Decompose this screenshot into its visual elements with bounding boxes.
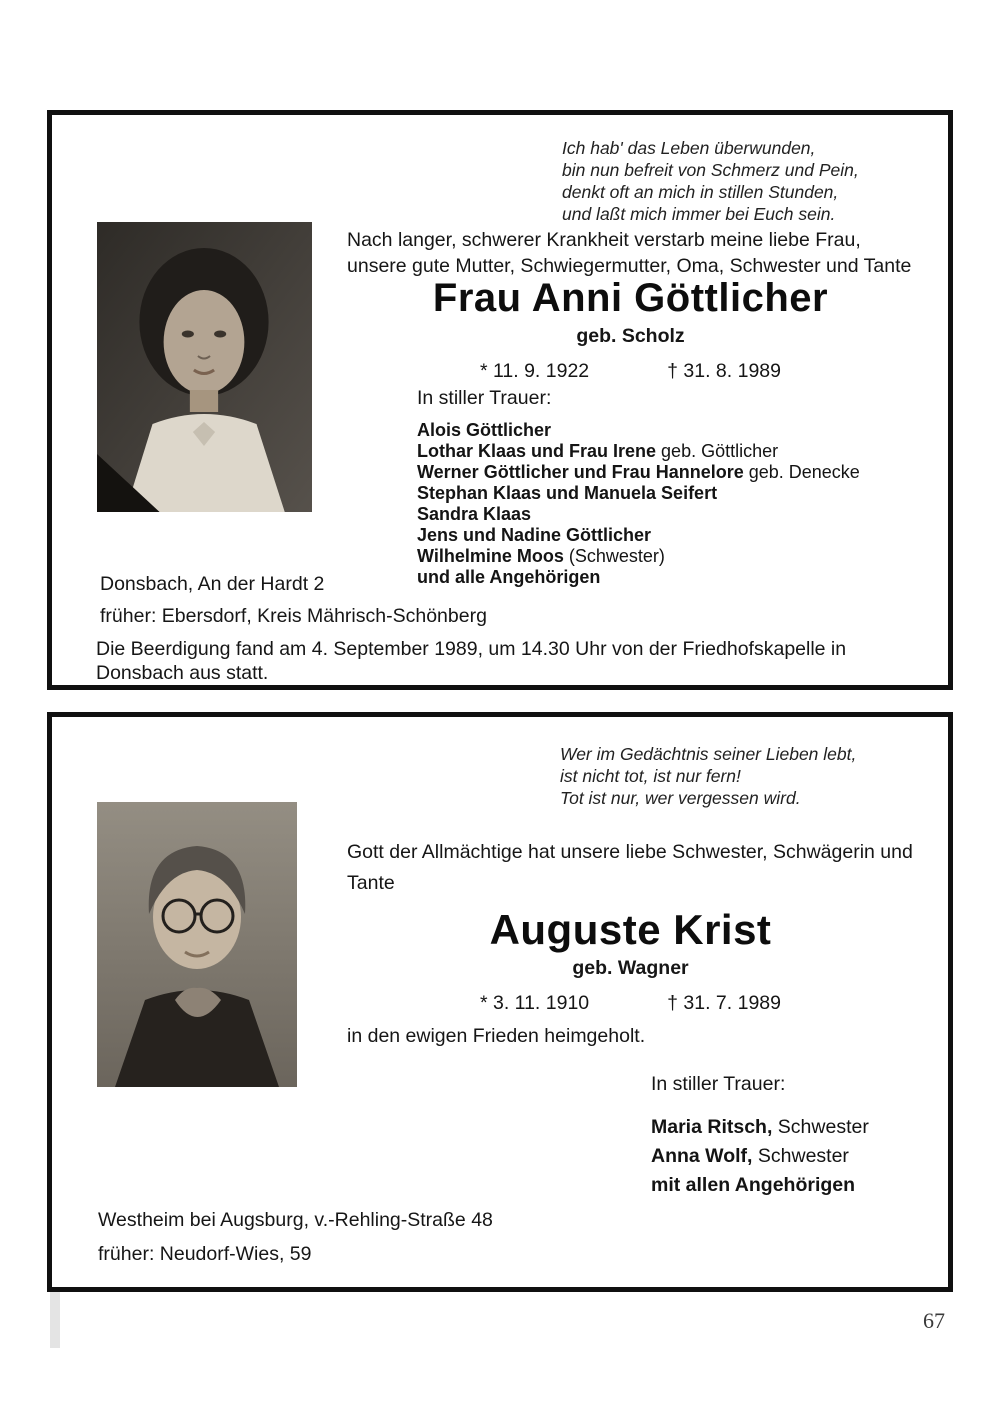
- mourner-name: und alle Angehörigen: [417, 567, 601, 587]
- mourner-line: [651, 1113, 869, 1142]
- mourner-name: Stephan Klaas und Manuela Seifert: [417, 483, 718, 503]
- mourning-label: In stiller Trauer:: [651, 1073, 786, 1095]
- poem-line: Tot ist nur, wer vergessen wird.: [560, 788, 801, 808]
- portrait-photo: [97, 802, 297, 1087]
- mourner-suffix: Schwester: [772, 1116, 869, 1138]
- mourner-name: Werner Göttlicher und Frau Hannelore: [417, 462, 744, 482]
- poem-line: Ich hab' das Leben überwunden,: [562, 138, 816, 158]
- mourner-name: Alois Göttlicher: [417, 420, 552, 440]
- mourner-line: [417, 546, 860, 567]
- mourner-line: [417, 441, 860, 462]
- death-date: † 31. 7. 1989: [667, 992, 781, 1014]
- poem-line: und laßt mich immer bei Euch sein.: [562, 204, 836, 224]
- mourner-suffix: (Schwester): [563, 546, 665, 566]
- address-former: früher: Ebersdorf, Kreis Mährisch-Schönberg: [100, 605, 487, 627]
- closing-text: in den ewigen Frieden heimgeholt.: [347, 1025, 646, 1047]
- mourner-line: [417, 525, 860, 546]
- mourner-line: [417, 420, 860, 441]
- scan-artifact: [50, 1292, 60, 1348]
- mourner-suffix: Schwester: [752, 1145, 849, 1167]
- address-current: Donsbach, An der Hardt 2: [100, 573, 325, 595]
- mourner-name: Maria Ritsch,: [651, 1116, 773, 1138]
- maiden-name: geb. Scholz: [576, 325, 685, 347]
- portrait-photo-graphic: [97, 222, 312, 512]
- mourner-name: Lothar Klaas und Frau Irene: [417, 441, 657, 461]
- life-dates: [347, 360, 914, 383]
- mourner-line: [417, 567, 860, 588]
- poem-line: ist nicht tot, ist nur fern!: [560, 766, 741, 786]
- memorial-poem: [562, 137, 859, 225]
- obituary-notice-anni-goettlicher: [47, 110, 953, 690]
- deceased-block: [347, 907, 914, 1015]
- mourner-line: [417, 483, 860, 504]
- mourner-name: Anna Wolf,: [651, 1145, 753, 1167]
- life-dates: [347, 992, 914, 1015]
- poem-line: bin nun befreit von Schmerz und Pein,: [562, 160, 859, 180]
- mourner-line: [651, 1171, 869, 1200]
- death-date: † 31. 8. 1989: [667, 360, 781, 382]
- memorial-poem: [560, 743, 856, 809]
- mourners-list: [651, 1113, 869, 1200]
- address-current: Westheim bei Augsburg, v.-Rehling-Straße 48: [98, 1209, 493, 1231]
- intro-text: Nach langer, schwerer Krankheit verstarb meine liebe Frau, unsere gute Mutter, Schwiegermutter, Oma, Schwester und Tante: [347, 229, 912, 277]
- deceased-name: Auguste Krist: [489, 906, 772, 953]
- page-number: 67: [923, 1308, 945, 1333]
- mourner-name: Sandra Klaas: [417, 504, 532, 524]
- mourner-line: [417, 504, 860, 525]
- birth-date: * 11. 9. 1922: [479, 360, 590, 382]
- mourner-name: Jens und Nadine Göttlicher: [417, 525, 652, 545]
- mourner-line: [417, 462, 860, 483]
- mourner-suffix: geb. Göttlicher: [656, 441, 779, 461]
- portrait-photo-graphic: [97, 802, 297, 1087]
- mourners-list: [417, 420, 860, 588]
- address-former: früher: Neudorf-Wies, 59: [98, 1243, 312, 1265]
- birth-date: * 3. 11. 1910: [479, 992, 590, 1014]
- mourner-suffix: geb. Denecke: [743, 462, 860, 482]
- mourning-label: In stiller Trauer:: [417, 387, 552, 409]
- obituary-notice-auguste-krist: [47, 712, 953, 1292]
- funeral-note: Die Beerdigung fand am 4. September 1989, um 14.30 Uhr von der Friedhofskapelle in Donsbach aus statt.: [96, 638, 847, 684]
- portrait-photo: [97, 222, 312, 512]
- maiden-name: geb. Wagner: [572, 957, 689, 979]
- deceased-name: Frau Anni Göttlicher: [432, 276, 829, 320]
- mourner-name: mit allen Angehörigen: [651, 1174, 856, 1196]
- mourner-name: Wilhelmine Moos: [417, 546, 564, 566]
- intro-text: Gott der Allmächtige hat unsere liebe Schwester, Schwägerin und Tante: [347, 841, 913, 894]
- poem-line: denkt oft an mich in stillen Stunden,: [562, 182, 839, 202]
- mourner-line: [651, 1142, 869, 1171]
- deceased-block: [347, 275, 914, 383]
- poem-line: Wer im Gedächtnis seiner Lieben lebt,: [560, 744, 857, 764]
